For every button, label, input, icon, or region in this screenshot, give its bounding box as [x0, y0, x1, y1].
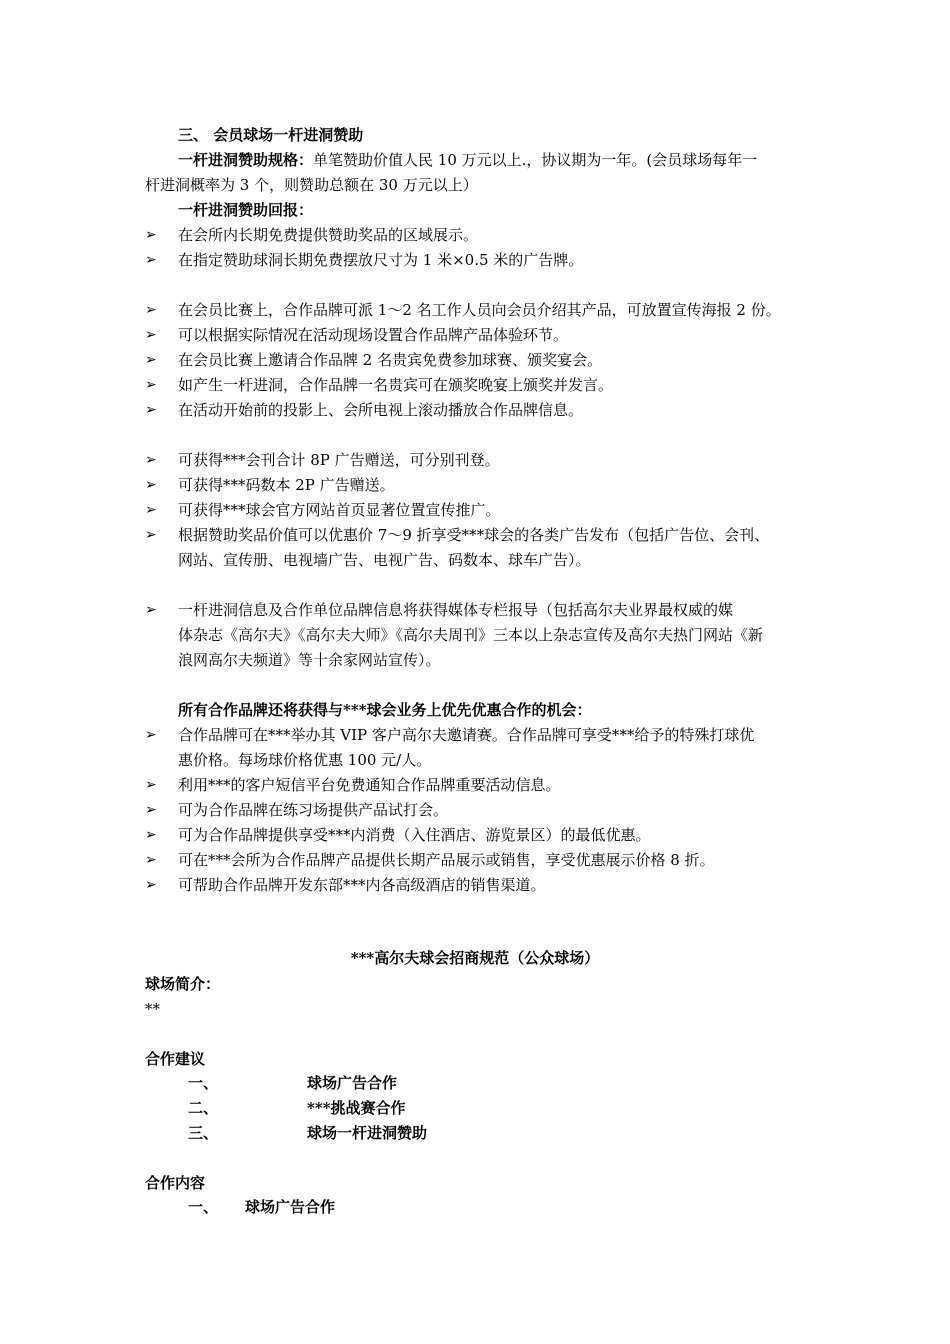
- bullet-arrow-icon: ➢: [145, 302, 157, 318]
- bullet-arrow-icon: ➢: [145, 252, 157, 268]
- list-item: 可帮助合作品牌开发东部***内各高级酒店的销售渠道。: [178, 876, 546, 894]
- bullet-arrow-icon: ➢: [145, 352, 157, 368]
- bullet-arrow-icon: ➢: [145, 802, 157, 818]
- list-item: 合作品牌可在***举办其 VIP 客户高尔夫邀请赛。合作品牌可享受***给予的特殊打球优: [178, 726, 755, 744]
- list-item: 可以根据实际情况在活动现场设置合作品牌产品体验环节。: [178, 326, 569, 344]
- media-line: 浪网高尔夫频道》等十余家网站宣传）。: [178, 651, 441, 669]
- spec-label: 一杆进洞赞助规格：: [178, 151, 314, 169]
- spec-text: 单笔赞助价值人民 10 万元以上.，协议期为一年。(会员球场每年一: [313, 151, 758, 169]
- list-item: 在会员比赛上，合作品牌可派 1～2 名工作人员向会员介绍其产品，可放置宣传海报 2 份。: [178, 301, 781, 319]
- list-item: 可获得***码数本 2P 广告赠送。: [178, 476, 395, 494]
- list-item: 利用***的客户短信平台免费通知合作品牌重要活动信息。: [178, 776, 561, 794]
- intro-text: **: [145, 1000, 160, 1018]
- list-item: 在指定赞助球洞长期免费摆放尺寸为 1 米×0.5 米的广告牌。: [178, 251, 584, 269]
- bullet-arrow-icon: ➢: [145, 777, 157, 793]
- bullet-arrow-icon: ➢: [145, 602, 157, 618]
- suggest-text: 球场广告合作: [307, 1074, 398, 1092]
- list-item-cont: 网站、宣传册、电视墙广告、电视广告、码数本、球车广告）。: [178, 551, 591, 569]
- suggest-label: 合作建议: [145, 1050, 206, 1068]
- suggest-text: ***挑战赛合作: [307, 1099, 406, 1117]
- list-item: 可获得***球会官方网站首页显著位置宣传推广。: [178, 501, 501, 519]
- bullet-arrow-icon: ➢: [145, 877, 157, 893]
- list-item: 可获得***会刊合计 8P 广告赠送，可分别刊登。: [178, 451, 500, 469]
- suggest-num: 一、: [188, 1074, 219, 1092]
- list-item: 如产生一杆进洞，合作品牌一名贵宾可在颁奖晚宴上颁奖并发言。: [178, 376, 614, 394]
- suggest-text: 球场一杆进洞赞助: [307, 1124, 428, 1142]
- media-line: 一杆进洞信息及合作单位品牌信息将获得媒体专栏报导（包括高尔夫业界最权威的媒: [178, 601, 734, 619]
- list-item: 在会员比赛上邀请合作品牌 2 名贵宾免费参加球赛、颁奖宴会。: [178, 351, 603, 369]
- bullet-arrow-icon: ➢: [145, 477, 157, 493]
- bullet-arrow-icon: ➢: [145, 402, 157, 418]
- intro-label: 球场简介：: [145, 975, 221, 993]
- suggest-num: 三、: [188, 1124, 219, 1142]
- spec-paragraph: [178, 148, 757, 173]
- list-item: 根据赞助奖品价值可以优惠价 7～9 折享受***球会的各类广告发布（包括广告位、会刊、: [178, 526, 770, 544]
- content-num: 一、: [188, 1198, 219, 1216]
- bullet-arrow-icon: ➢: [145, 827, 157, 843]
- bullet-arrow-icon: ➢: [145, 327, 157, 343]
- bullet-arrow-icon: ➢: [145, 452, 157, 468]
- spec-text-cont: 杆进洞概率为 3 个，则赞助总额在 30 万元以上）: [145, 176, 478, 194]
- list-item: 可为合作品牌在练习场提供产品试打会。: [178, 801, 449, 819]
- priority-heading: 所有合作品牌还将获得与***球会业务上优先优惠合作的机会：: [178, 701, 592, 719]
- list-item: 可在***会所为合作品牌产品提供长期产品展示或销售，享受优惠展示价格 8 折。: [178, 851, 715, 869]
- bullet-arrow-icon: ➢: [145, 527, 157, 543]
- bullet-arrow-icon: ➢: [145, 377, 157, 393]
- list-item-cont: 惠价格。每场球价格优惠 100 元/人。: [178, 751, 432, 769]
- bullet-arrow-icon: ➢: [145, 502, 157, 518]
- bullet-arrow-icon: ➢: [145, 227, 157, 243]
- media-line: 体杂志《高尔夫》《高尔夫大师》《高尔夫周刊》三本以上杂志宣传及高尔夫热门网站《新: [178, 626, 764, 644]
- suggest-num: 二、: [188, 1099, 219, 1117]
- content-label: 合作内容: [145, 1174, 206, 1192]
- bullet-arrow-icon: ➢: [145, 852, 157, 868]
- list-item: 在活动开始前的投影上、会所电视上滚动播放合作品牌信息。: [178, 401, 584, 419]
- content-text: 球场广告合作: [245, 1198, 336, 1216]
- public-title: ***高尔夫球会招商规范（公众球场）: [350, 949, 600, 967]
- list-item: 可为合作品牌提供享受***内消费（入住酒店、游览景区）的最低优惠。: [178, 826, 651, 844]
- section-heading: 三、 会员球场一杆进洞赞助: [178, 126, 364, 144]
- list-item: 在会所内长期免费提供赞助奖品的区域展示。: [178, 226, 479, 244]
- bullet-arrow-icon: ➢: [145, 727, 157, 743]
- return-label: 一杆进洞赞助回报：: [178, 201, 314, 219]
